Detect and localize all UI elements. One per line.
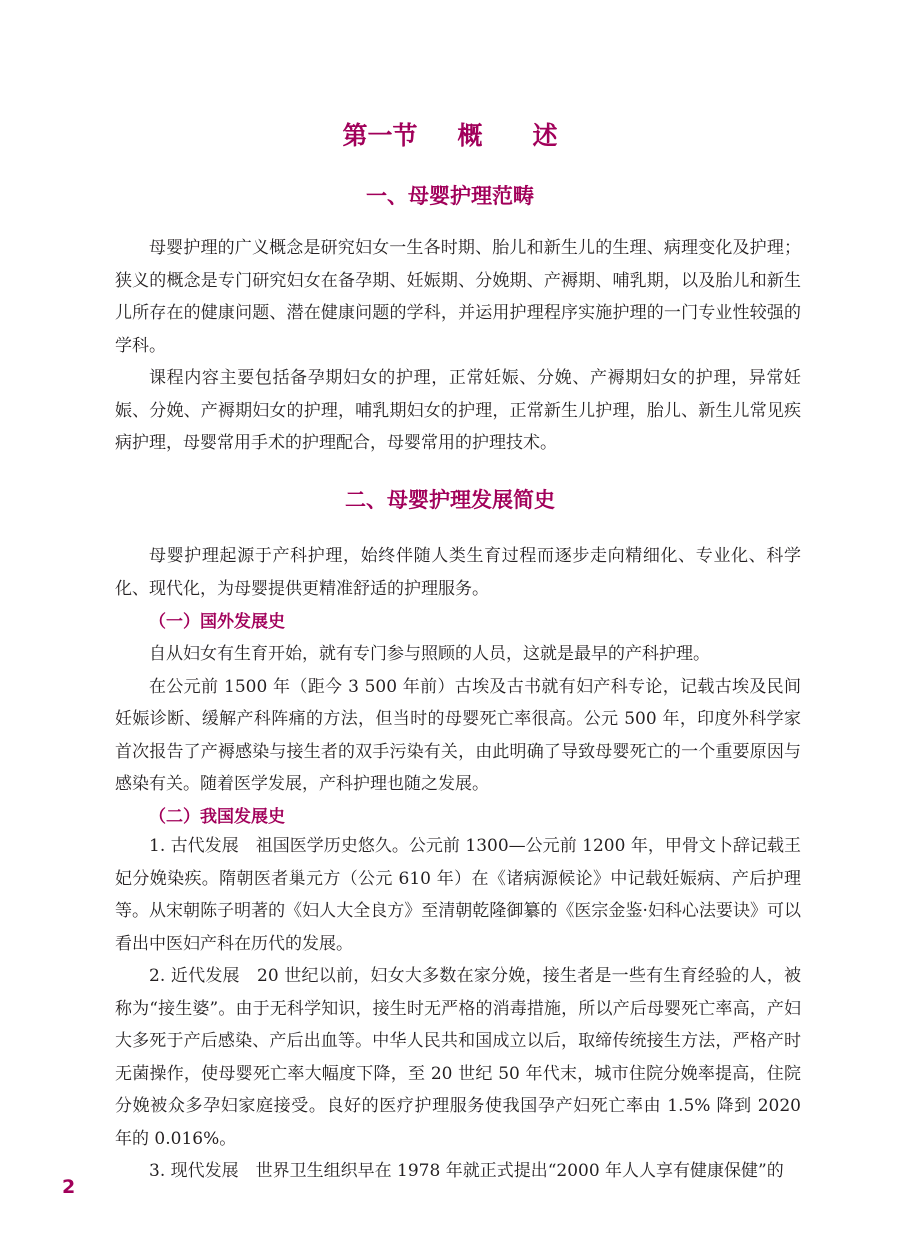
paragraph-egypt-india: 在公元前 1500 年（距今 3 500 年前）古埃及古书就有妇产科专论，记载古埃及民间妊娠诊断、缓解产科阵痛的方法，但当时的母婴死亡率很高。公元 500 年，印度外科学家首次报告了产褥感染与接生者的双手污染有关，由此明确了导致母婴死亡的一个重要原因与感染有关。随着医学发展，产科护理也随之发展。 xyxy=(115,676,801,794)
section-title xyxy=(0,116,900,152)
heading-history: 二、母婴护理发展简史 xyxy=(345,488,555,512)
paragraph-definition: 母婴护理的广义概念是研究妇女一生各时期、胎儿和新生儿的生理、病理变化及护理；狭义的概念是专门研究妇女在备孕期、妊娠期、分娩期、产褥期、哺乳期，以及胎儿和新生儿所存在的健康问题、潜在健康问题的学科，并运用护理程序实施护理的一门专业性较强的学科。 xyxy=(115,238,801,356)
section-name: 概 述 xyxy=(457,121,558,150)
paragraph-course-content: 课程内容主要包括备孕期妇女的护理，正常妊娠、分娩、产褥期妇女的护理，异常妊娠、分娩、产褥期妇女的护理，哺乳期妇女的护理，正常新生儿护理，胎儿、新生儿常见疾病护理，母婴常用手术的护理配合，母婴常用的护理技术。 xyxy=(115,368,801,453)
subheading-china-history: （二）我国发展史 xyxy=(149,807,285,827)
foreign-history-text xyxy=(115,638,801,801)
paragraph-history-intro: 母婴护理起源于产科护理，始终伴随人类生育过程而逐步走向精细化、专业化、科学化、现代化，为母婴提供更精准舒适的护理服务。 xyxy=(115,546,801,599)
history-intro xyxy=(115,540,801,605)
page-number: 2 xyxy=(62,1176,76,1198)
subheading-foreign-history: （一）国外发展史 xyxy=(149,612,285,632)
paragraph-contemporary: 3. 现代发展 世界卫生组织早在 1978 年就正式提出“2000 年人人享有健康保健”的 xyxy=(149,1161,784,1181)
paragraph-earliest-care: 自从妇女有生育开始，就有专门参与照顾的人员，这就是最早的产科护理。 xyxy=(149,644,710,664)
paragraph-modern-early: 2. 近代发展 20 世纪以前，妇女大多数在家分娩，接生者是一些有生育经验的人，被称为“接生婆”。由于无科学知识，接生时无严格的消毒措施，所以产后母婴死亡率高，产妇大多死于产后感染、产后出血等。中华人民共和国成立以后，取缔传统接生方法，严格产时无菌操作，使母婴死亡率大幅度下降，至 20 世纪 50 年代末，城市住院分娩率提高，住院分娩被众多孕妇家庭接受。良好的医疗护理服务使我国孕产妇死亡率由 1.5% 降到 2020 年的 0.016%。 xyxy=(115,966,801,1149)
heading-scope: 一、母婴护理范畴 xyxy=(366,184,534,208)
china-history-text xyxy=(115,830,801,1188)
paragraph-ancient: 1. 古代发展 祖国医学历史悠久。公元前 1300—公元前 1200 年，甲骨文卜辞记载王妃分娩染疾。隋朝医者巢元方（公元 610 年）在《诸病源候论》中记载妊娠病、产后护理等。从宋朝陈子明著的《妇人大全良方》至清朝乾隆御纂的《医宗金鉴·妇科心法要诀》可以看出中医妇产科在历代的发展。 xyxy=(115,836,801,954)
section-label: 第一节 xyxy=(342,121,418,150)
scope-text xyxy=(115,232,801,460)
